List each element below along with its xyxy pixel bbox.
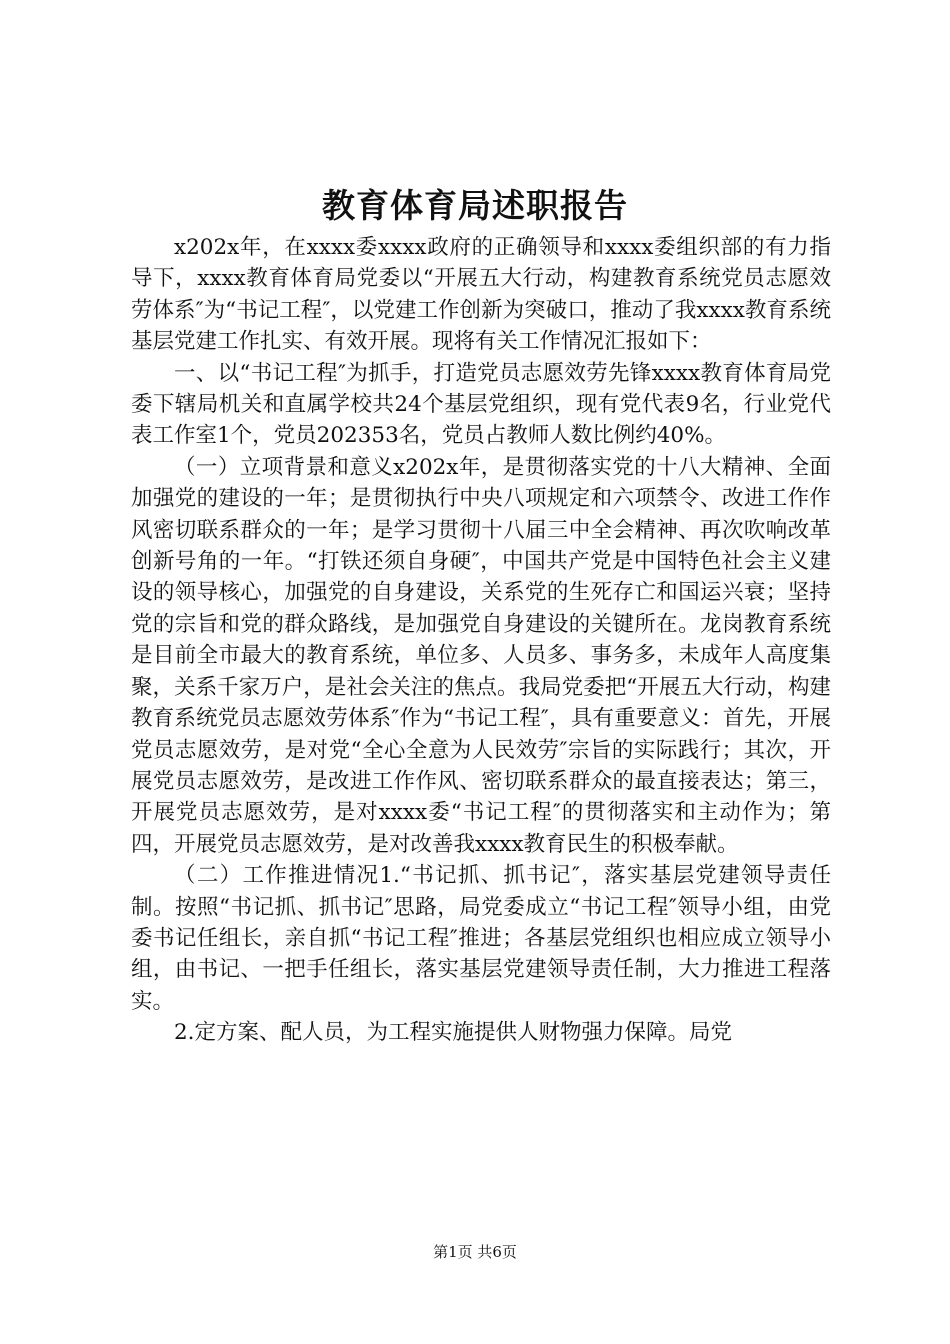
document-body (131, 232, 831, 1049)
paragraph-intro: x202x年，在xxxx委xxxx政府的正确领导和xxxx委组织部的有力指导下，xxxx教育体育局党委以“开展五大行动，构建教育系统党员志愿效劳体系″为“书记工程″，以党建工作创新为突破口，推动了我xxxx教育系统基层党建工作扎实、有效开展。现将有关工作情况汇报如下： (131, 235, 831, 355)
page-number-footer: 第1页 共6页 (433, 1243, 517, 1261)
paragraph-background: （一）立项背景和意义x202x年，是贯彻落实党的十八大精神、全面加强党的建设的一年；是贯彻执行中央八项规定和六项禁令、改进工作作风密切联系群众的一年；是学习贯彻十八届三中全会精神、再次吹响改革创新号角的一年。“打铁还须自身硬″，中国共产党是中国特色社会主义建设的领导核心，加强党的自身建设，关系党的生死存亡和国运兴衰；坚持党的宗旨和党的群众路线，是加强党自身建设的关键所在。龙岗教育系统是目前全市最大的教育系统，单位多、人员多、事务多，未成年人高度集聚，关系千家万户，是社会关注的焦点。我局党委把“开展五大行动，构建教育系统党员志愿效劳体系″作为“书记工程″，具有重要意义：首先，开展党员志愿效劳，是对党“全心全意为人民效劳″宗旨的实际践行；其次，开展党员志愿效劳，是改进工作作风、密切联系群众的最直接表达；第三，开展党员志愿效劳，是对xxxx委“书记工程″的贯彻落实和主动作为；第四，开展党员志愿效劳，是对改善我xxxx教育民生的积极奉献。 (131, 454, 831, 857)
paragraph-progress: （二）工作推进情况1.“书记抓、抓书记″，落实基层党建领导责任制。按照“书记抓、抓书记″思路，局党委成立“书记工程″领导小组，由党委书记任组长，亲自抓“书记工程″推进；各基层党组织也相应成立领导小组，由书记、一把手任组长，落实基层党建领导责任制，大力推进工程落实。 (131, 863, 831, 1014)
paragraph-item-2: 2.定方案、配人员，为工程实施提供人财物强力保障。局党 (174, 1020, 733, 1046)
paragraph-section-1: 一、以“书记工程″为抓手，打造党员志愿效劳先锋xxxx教育体育局党委下辖局机关和直属学校共24个基层党组织，现有党代表9名，行业党代表工作室1个，党员202353名，党员占教师人数比例约40%。 (131, 360, 831, 449)
document-title: 教育体育局述职报告 (322, 186, 628, 225)
